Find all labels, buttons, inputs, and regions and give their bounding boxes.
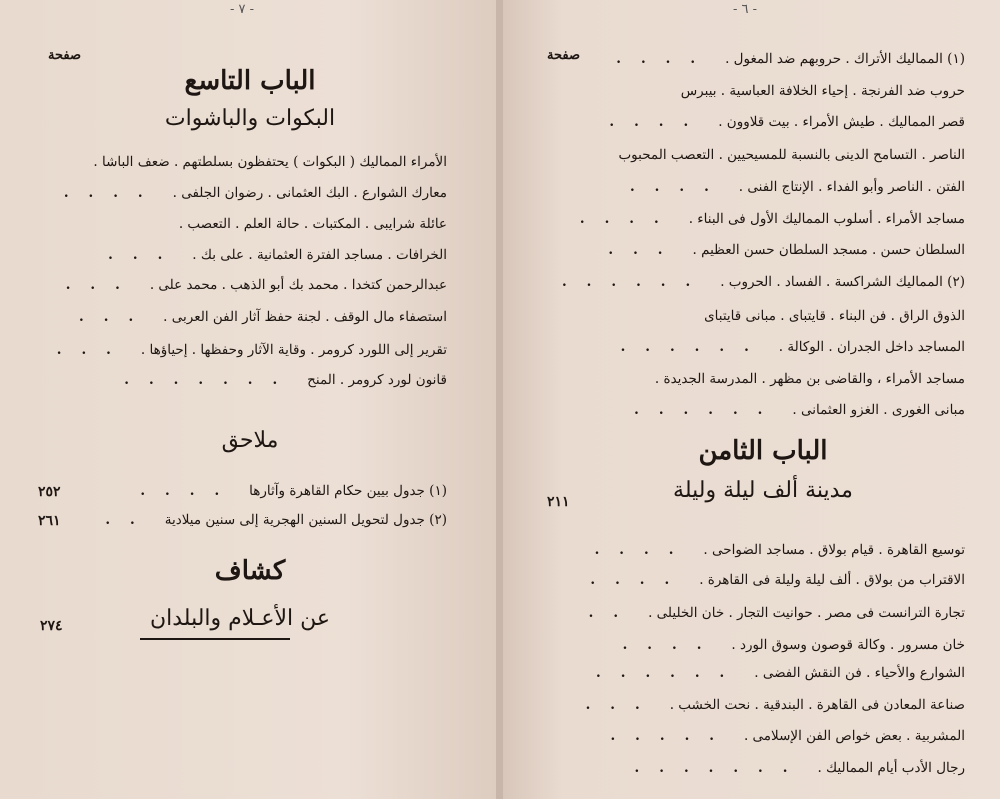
toc-line: الفتن . الناصر وأبو الفداء . الإنتاج الفنى ..... — [629, 179, 965, 195]
toc-line: توسيع القاهرة . قيام بولاق . مساجد الضواحى ..... — [594, 542, 965, 558]
toc-line: مساجد الأمراء ، والقاضى بن مظهر . المدرسة الجديدة . — [654, 371, 965, 387]
toc-line: (٢) المماليك الشراكسة . الفساد . الحروب ....... — [561, 274, 965, 290]
toc-line: خان مسرور . وكالة قوصون وسوق الورد ..... — [622, 637, 965, 653]
index-subtitle: عن الأعـلام والبلدان — [149, 606, 331, 631]
chapter-subtitle: مدينة ألف ليلة وليلة — [673, 478, 853, 503]
toc-line: تجارة الترانست فى مصر . حوانيت التجار . خان الخليلى ... — [588, 605, 965, 621]
chapter-title: الباب التاسع — [184, 66, 316, 96]
toc-line: الخرافات . مساجد الفترة العثمانية . على بك .... — [108, 247, 447, 263]
right-page — [503, 0, 1000, 799]
toc-line: مبانى الغورى . الغزو العثمانى ....... — [634, 402, 965, 418]
toc-line: المشربية . بعض خواص الفن الإسلامى ...... — [610, 728, 965, 744]
toc-line: صناعة المعادن فى القاهرة . البندقية . نحت الخشب .... — [585, 697, 965, 713]
toc-line: معارك الشوارع . البك العثمانى . رضوان الجلفى ..... — [63, 185, 447, 201]
toc-line: مساجد الأمراء . أسلوب المماليك الأول فى البناء ..... — [579, 211, 965, 227]
index-title: كشاف — [214, 556, 286, 586]
toc-line: عائلة شرايبى . المكتبات . حالة العلم . التعصب . — [178, 216, 447, 232]
toc-line: السلطان حسن . مسجد السلطان حسن العظيم .... — [608, 242, 965, 258]
appendix-page-number: ٢٦١ — [38, 513, 61, 529]
toc-line: استصفاء مال الوقف . لجنة حفظ آثار الفن العربى .... — [79, 309, 447, 325]
left-page — [0, 0, 497, 799]
toc-line: (١) المماليك الأتراك . حروبهم ضد المغول ..... — [616, 51, 965, 67]
page-column-label: صفحة — [48, 48, 81, 63]
appendix-title: ملاحق — [221, 428, 279, 453]
toc-line: الشوارع والأحياء . فن النقش الفضى ....... — [596, 665, 965, 681]
toc-line: عبدالرحمن كتخدا . محمد بك أبو الذهب . محمد على .... — [65, 277, 447, 293]
toc-line: الاقتراب من بولاق . ألف ليلة وليلة فى القاهرة ..... — [590, 572, 965, 588]
toc-line: قصر المماليك . طيش الأمراء . بيت قلاوون ..... — [609, 114, 965, 130]
appendix-line: (١) جدول بيين حكام القاهرة وآثارها.... — [140, 483, 447, 499]
toc-line: رجال الأدب أيام المماليك ........ — [634, 760, 965, 776]
page-number: - ٦ - — [733, 2, 758, 17]
appendix-page-number: ٢٥٢ — [38, 484, 61, 500]
toc-line: الأمراء المماليك ( البكوات ) يحتفظون بسلطتهم . ضعف الباشا . — [93, 154, 447, 170]
index-page-number: ٢٧٤ — [40, 618, 63, 634]
toc-line: الناصر . التسامح الدينى بالنسبة للمسيحيين . التعصب المحبوب — [618, 147, 965, 163]
chapter-page-number: ٢١١ — [547, 494, 570, 510]
chapter-subtitle: البكوات والباشوات — [164, 106, 336, 131]
toc-line: حروب ضد الفرنجة . إحياء الخلافة العباسية . بيبرس — [680, 83, 965, 99]
appendix-line: (٢) جدول لتحويل السنين الهجرية إلى سنين ميلادية.. — [105, 512, 447, 528]
page-number: - ٧ - — [230, 2, 255, 17]
toc-line: المساجد داخل الجدران . الوكالة ....... — [620, 339, 965, 355]
chapter-title: الباب الثامن — [698, 436, 828, 466]
page-column-label: صفحة — [547, 48, 580, 63]
toc-line: تقرير إلى اللورد كرومر . وقاية الآثار وحفظها . إحياؤها .... — [56, 342, 447, 358]
decorative-underline — [140, 638, 290, 640]
toc-line: الذوق الراق . فن البناء . قايتباى . مبانى قايتباى — [704, 308, 965, 324]
toc-line: قانون لورد كرومر . المنح....... — [124, 372, 447, 388]
